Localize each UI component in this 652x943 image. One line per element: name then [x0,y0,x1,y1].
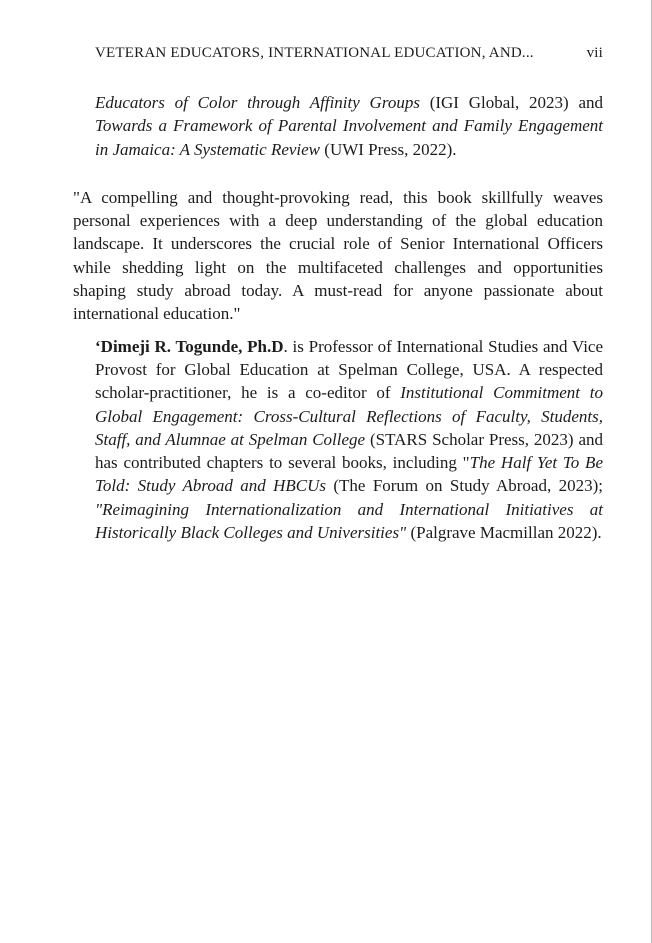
paragraph-endorser-bio [95,335,603,545]
running-header [73,44,603,62]
text-run-book-title: Educators of Color through Affinity Groups [95,93,420,112]
text-run-book-title: Towards a Framework of Parental Involvement and Family Engagement in Jamaica: A Systematic Review [95,116,603,159]
text-run-bio: (STARS Scholar Press, 2023) and has contributed chapters to several books, including " [95,429,603,473]
text-run-quote: "A compelling and thought-provoking read, this book skillfully weaves personal experiences with a deep understanding of the global education landscape. It underscores the crucial role of Senior International Officers while shedding light on the multifaceted challenges and opportunities shaping study abroad today. A must-read for anyone passionate about international education." [73,187,603,324]
page-number: vii [586,45,603,61]
text-run-book-title: "Reimagining Internationalization and International Initiatives at Historically Black Colleges and Universities" [95,499,603,543]
running-header-title: VETERAN EDUCATORS, INTERNATIONAL EDUCATION, AND... [95,45,534,61]
paragraph-previous-works [95,91,603,161]
text-run-publisher: (IGI Global, 2023) and [419,93,603,112]
text-run-publisher: (UWI Press, 2022). [320,139,457,159]
text-run-book-title: Institutional Commitment to Global Engagement: Cross-Cultural Reflections of Faculty, Students, Staff, and Alumnae at Spelman College [95,383,603,449]
text-run-endorser-name: ‘Dimeji R. Togunde, Ph.D [95,336,284,356]
paragraph-review-quote [73,186,603,326]
text-run-bio: (The Forum on Study Abroad, 2023); [325,476,603,496]
text-run-bio: . is Professor of International Studies and Vice Provost for Global Education at Spelman College, USA. A respected scholar-practitioner, he is a co-editor of [95,336,604,403]
text-run-publisher: (Palgrave Macmillan 2022). [406,523,602,543]
text-run-book-title: The Half Yet To Be Told: Study Abroad and HBCUs [95,453,603,496]
